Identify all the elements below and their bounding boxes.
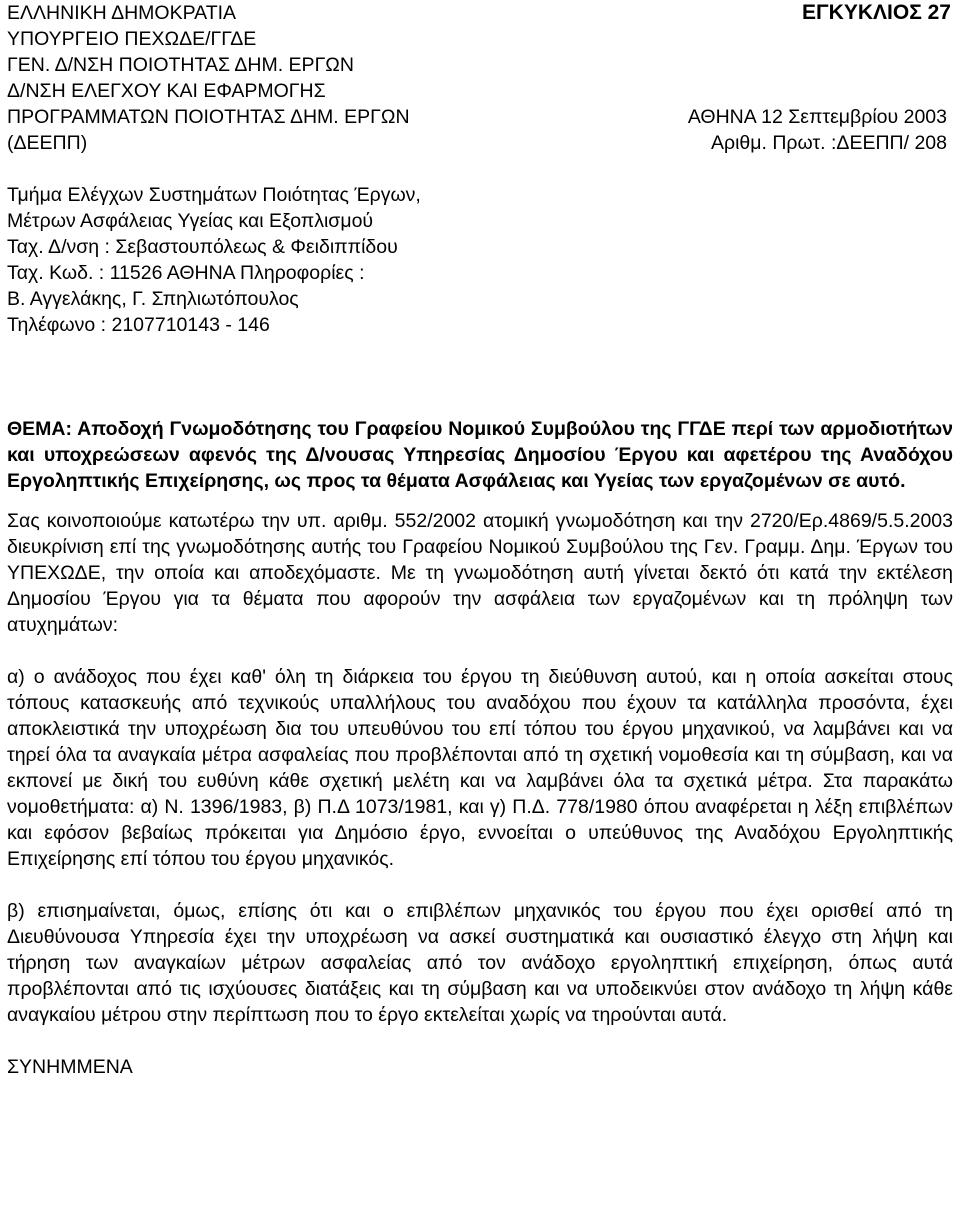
sender-line: ΓΕΝ. Δ/ΝΣΗ ΠΟΙΟΤΗΤΑΣ ΔΗΜ. ΕΡΓΩΝ bbox=[7, 54, 354, 76]
contact-line: Τηλέφωνο : 2107710143 - 146 bbox=[7, 314, 270, 336]
attachments-label: ΣΥΝΗΜΜΕΝΑ bbox=[7, 1056, 133, 1078]
sender-line: ΥΠΟΥΡΓΕΙΟ ΠΕΧΩΔΕ/ΓΓΔΕ bbox=[7, 28, 257, 50]
sender-line: ΕΛΛΗΝΙΚΗ ΔΗΜΟΚΡΑΤΙΑ bbox=[7, 2, 237, 24]
contact-line: Μέτρων Ασφάλειας Υγείας και Εξοπλισμού bbox=[7, 210, 374, 232]
intro-paragraph: Σας κοινοποιούμε κατωτέρω την υπ. αριθμ. 552/2002 ατομική γνωμοδότηση και την 2720/Ερ.4869/5.5.2003 διευκρίνιση επί της γνωμοδότησης αυτής του Γραφείου Νομικού Συμβούλου της Γεν. Γραμμ. Δημ. Έργων του ΥΠΕΧΩΔΕ, την οποία και αποδεχόμαστε. Με τη γνωμοδότηση αυτή γίνεται δεκτό ότι κατά την εκτέλεση Δημοσίου Έργου για τα θέματα που αφορούν την ασφάλεια των εργαζομένων και τη πρόληψη των ατυχημάτων: bbox=[7, 510, 953, 636]
circular-number: ΕΓΚΥΚΛΙΟΣ 27 bbox=[802, 1, 951, 24]
protocol-number: Αριθμ. Πρωτ. :ΔΕΕΠΠ/ 208 bbox=[711, 132, 947, 154]
document-date: ΑΘΗΝΑ 12 Σεπτεμβρίου 2003 bbox=[687, 106, 947, 128]
point-a-paragraph: α) ο ανάδοχος που έχει καθ' όλη τη διάρκεια του έργου τη διεύθυνση αυτού, και η οποία ασκείται στους τόπους κατασκευής από τεχνικούς υπαλλήλους του αναδόχου που έχουν τα κατάλληλα προσόντα, έχει αποκλειστικά την υποχρέωση δια του υπευθύνου του επί τόπου του έργου μηχανικού, να λαμβάνει και να τηρεί όλα τα αναγκαία μέτρα ασφαλείας που προβλέπονται από τη σχετική νομοθεσία και τη σύμβαση, και να εκπονεί με δική του ευθύνη κάθε σχετική μελέτη και να λαμβάνει όλα τα σχετικά μέτρα. Στα παρακάτω νομοθετήματα: α) Ν. 1396/1983, β) Π.Δ 1073/1981, και γ) Π.Δ. 778/1980 όπου αναφέρεται η λέξη επιβλέπων και εφόσον βεβαίως πρόκειται για Δημόσιο έργο, εννοείται ο υπεύθυνος της Αναδόχου Εργοληπτικής Επιχείρησης επί τόπου του έργου μηχανικός. bbox=[7, 666, 953, 870]
sender-line: ΠΡΟΓΡΑΜΜΑΤΩΝ ΠΟΙΟΤΗΤΑΣ ΔΗΜ. ΕΡΓΩΝ bbox=[7, 106, 410, 128]
sender-line: Δ/ΝΣΗ ΕΛΕΓΧΟΥ ΚΑΙ ΕΦΑΡΜΟΓΗΣ bbox=[7, 80, 326, 102]
subject-heading: ΘΕΜΑ: Αποδοχή Γνωμοδότησης του Γραφείου Νομικού Συμβούλου της ΓΓΔΕ περί των αρμοδιοτήτων και υποχρεώσεων αφενός της Δ/νουσας Υπηρεσίας Δημοσίου Έργου και αφετέρου της Αναδόχου Εργοληπτικής Επιχείρησης, ως προς τα θέματα Ασφάλειας και Υγείας των εργαζομένων σε αυτό. bbox=[7, 418, 953, 492]
contact-line: Ταχ. Δ/νση : Σεβαστουπόλεως & Φειδιππίδου bbox=[7, 236, 398, 258]
document-page bbox=[7, 0, 953, 1080]
sender-line: (ΔΕΕΠΠ) bbox=[7, 132, 88, 154]
contact-line: Β. Αγγελάκης, Γ. Σπηλιωτόπουλος bbox=[7, 288, 299, 310]
contact-block bbox=[7, 182, 953, 338]
contact-line: Τμήμα Ελέγχων Συστημάτων Ποιότητας Έργων, bbox=[7, 184, 421, 206]
contact-line: Ταχ. Κωδ. : 11526 ΑΘΗΝΑ Πληροφορίες : bbox=[7, 262, 365, 284]
sender-block bbox=[7, 0, 410, 156]
point-b-paragraph: β) επισημαίνεται, όμως, επίσης ότι και ο επιβλέπων μηχανικός του έργου που έχει ορισθεί από τη Διευθύνουσα Υπηρεσία έχει την υποχρέωση να ασκεί συστηματικά και ουσιαστικό έλεγχο στη λήψη και τήρηση των αναγκαίων μέτρων ασφαλείας από τον ανάδοχο εργοληπτική επιχείρηση, όπως αυτά προβλέπονται από τις ισχύουσες διατάξεις και τη σύμβαση και να υποδεικνύει στον ανάδοχο τη λήψη κάθε αναγκαίου μέτρου στην περίπτωση που το έργο εκτελείται χωρίς να τηρούνται αυτά. bbox=[7, 900, 953, 1026]
date-protocol-block bbox=[688, 104, 947, 156]
